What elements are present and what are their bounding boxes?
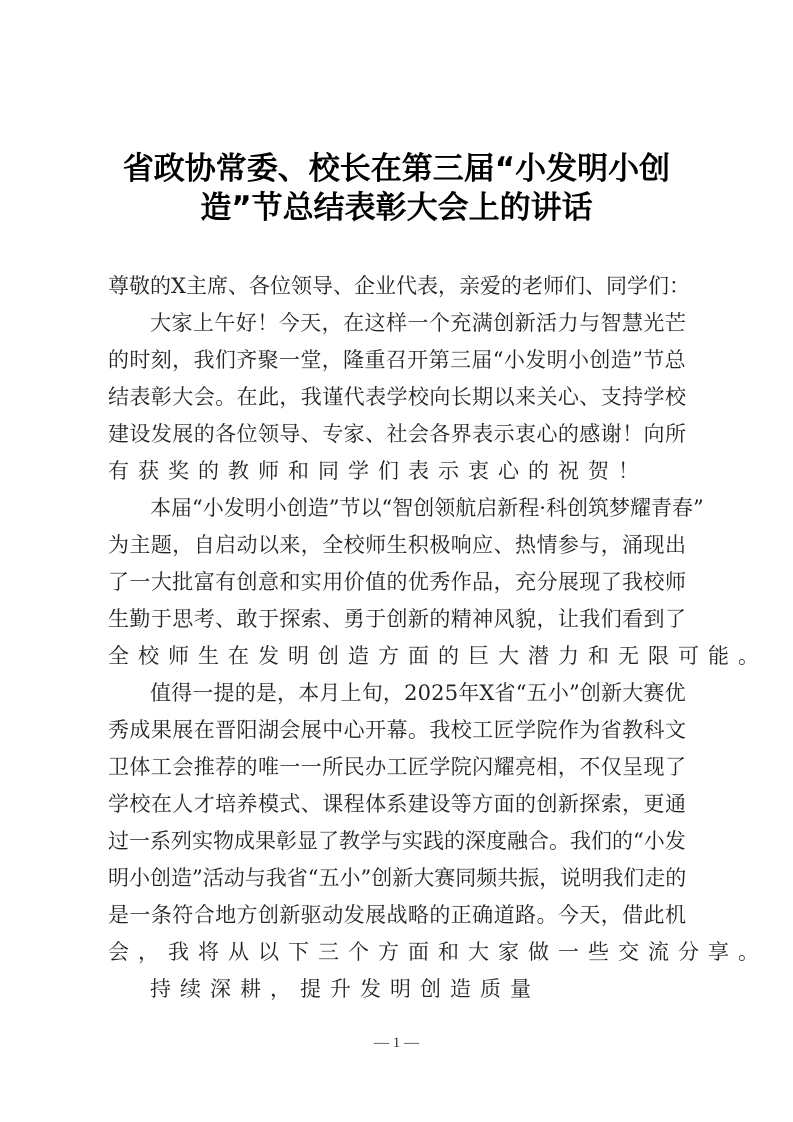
body-line: 过 一 系 列 实 物 成 果 彰 显 了 教 学 与 实 践 的 深 度 融 合 。 我 们 的 “ 小 发 [108,829,686,853]
body-line: 了 一 大 批 富 有 创 意 和 实 用 价 值 的 优 秀 作 品 ， 充 分 展 现 了 我 校 师 [108,570,686,594]
title-line-2: 造”节总结表彰大会上的讲话 [200,190,593,226]
body-line: 尊 敬 的 X 主 席 、 各 位 领 导 、 企 业 代 表 ， 亲 爱 的 老 师 们 、 同 学 们 ： [108,274,690,298]
body-line: 明 小 创 造 ” 活 动 与 我 省 “ 五 小 ” 创 新 大 赛 同 频 共 振 ， 说 明 我 们 走 的 [108,866,687,890]
body-line: 学 校 在 人 才 培 养 模 式 、 课 程 体 系 建 设 等 方 面 的 创 新 探 索 ， 更 通 [108,792,686,816]
body-line: 建 设 发 展 的 各 位 领 导 、 专 家 、 社 会 各 界 表 示 衷 心 的 感 谢 ！ 向 所 [108,422,686,446]
document-body [108,268,768,1008]
body-line: 秀 成 果 展 在 晋 阳 湖 会 展 中 心 开 幕 。 我 校 工 匠 学 院 作 为 省 教 科 文 [108,718,686,742]
body-line: 有获奖的教师和同学们表示衷心的祝贺！ [108,459,648,483]
body-line: 为 主 题 ， 自 启 动 以 来 ， 全 校 师 生 积 极 响 应 、 热 情 参 与 ， 涌 现 出 [108,533,686,557]
body-line: 本 届 “ 小 发 明 小 创 造 ” 节 以 “ 智 创 领 航 启 新 程 · 科 创 筑 梦 耀 青 春 ” [150,496,704,520]
body-line: 生 勤 于 思 考 、 敢 于 探 索 、 勇 于 创 新 的 精 神 风 貌 ， 让 我 们 看 到 了 [108,607,686,631]
body-line: 持续深耕，提升发明创造质量 [150,977,540,1001]
body-line: 会，我将从以下三个方面和大家做一些交流分享。 [108,940,768,964]
page-number: — 1 — [374,1035,419,1051]
body-line: 大 家 上 午 好 ！ 今 天 ， 在 这 样 一 个 充 满 创 新 活 力 与 智 慧 光 芒 [150,311,686,335]
body-line: 值 得 一 提 的 是 ， 本 月 上 旬 ， 2 0 2 5 年 X 省 “ 五 小 ” 创 新 大 赛 优 [150,681,686,705]
body-line: 卫 体 工 会 推 荐 的 唯 一 一 所 民 办 工 匠 学 院 闪 耀 亮 相 ， 不 仅 呈 现 了 [108,755,686,779]
body-line: 是 一 条 符 合 地 方 创 新 驱 动 发 展 战 略 的 正 确 道 路 。 今 天 ， 借 此 机 [108,903,686,927]
title-line-1: 省政协常委、校长在第三届“小发明小创 [122,151,671,187]
body-line: 的 时 刻 ， 我 们 齐 聚 一 堂 ， 隆 重 召 开 第 三 届 “ 小 发 明 小 创 造 ” 节 总 [108,348,686,372]
body-line: 全校师生在发明创造方面的巨大潜力和无限可能。 [108,644,768,668]
document-title [100,150,693,228]
body-line: 结 表 彰 大 会 。 在 此 ， 我 谨 代 表 学 校 向 长 期 以 来 关 心 、 支 持 学 校 [108,385,686,409]
